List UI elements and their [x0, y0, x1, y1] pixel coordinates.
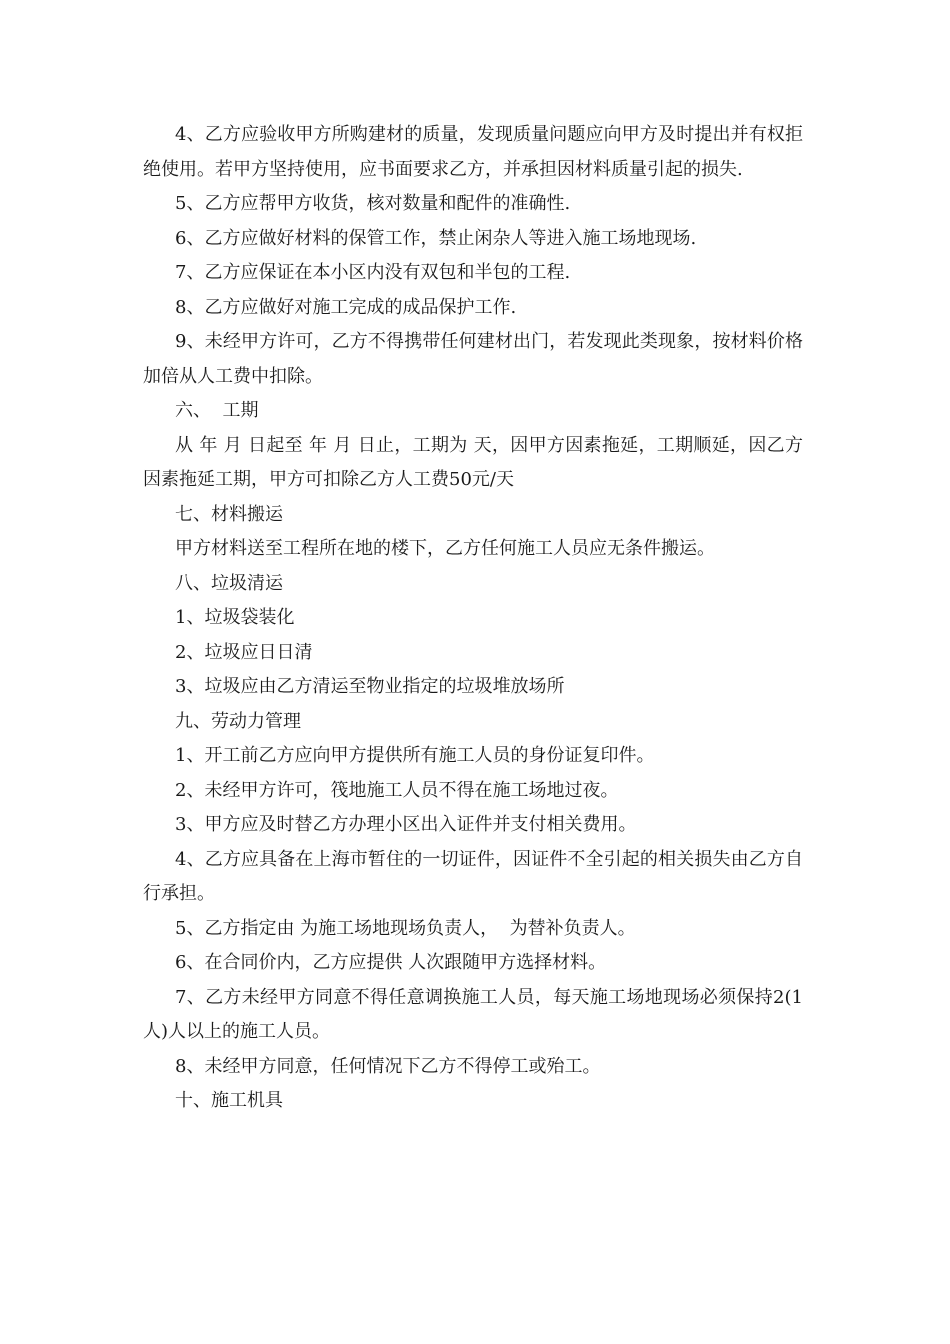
section-heading-material-handling: 七、材料搬运	[175, 503, 283, 525]
clause-6-material-storage: 6、乙方应做好材料的保管工作，禁止闲杂人等进入施工场地现场.	[175, 227, 697, 249]
section-heading-schedule: 六、 工期	[175, 400, 259, 421]
material-handling-paragraph: 甲方材料送至工程所在地的楼下，乙方任何施工人员应无条件搬运。	[175, 538, 715, 559]
waste-item-2: 2、垃圾应日日清	[175, 641, 313, 663]
labor-item-5: 5、乙方指定由 为施工场地现场负责人， 为替补负责人。	[175, 917, 636, 939]
section-heading-waste-removal: 八、垃圾清运	[175, 572, 283, 594]
clause-7-no-subcontracting: 7、乙方应保证在本小区内没有双包和半包的工程.	[175, 262, 571, 283]
schedule-paragraph: 从 年 月 日起至 年 月 日止，工期为 天，因甲方因素拖延，工期顺延，因乙方因素拖延工期，甲方可扣除乙方人工费50元/天	[143, 434, 803, 490]
labor-item-7: 7、乙方未经甲方同意不得任意调换施工人员，每天施工场地现场必须保持2(1人)人以上的施工人员。	[143, 986, 803, 1042]
clause-4-material-inspection: 4、乙方应验收甲方所购建材的质量，发现质量问题应向甲方及时提出并有权拒绝使用。若甲方坚持使用，应书面要求乙方，并承担因材料质量引起的损失.	[143, 124, 803, 180]
clause-9-no-removal-of-materials: 9、未经甲方许可，乙方不得携带任何建材出门，若发现此类现象，按材料价格加倍从人工费中扣除。	[143, 331, 803, 387]
labor-item-2: 2、未经甲方许可，筏地施工人员不得在施工场地过夜。	[175, 779, 619, 801]
waste-item-1: 1、垃圾袋装化	[175, 607, 295, 628]
labor-item-3: 3、甲方应及时替乙方办理小区出入证件并支付相关费用。	[175, 814, 637, 835]
clause-8-finished-protection: 8、乙方应做好对施工完成的成品保护工作.	[175, 296, 517, 318]
clause-5-receiving-goods: 5、乙方应帮甲方收货，核对数量和配件的准确性.	[175, 193, 571, 214]
labor-item-8: 8、未经甲方同意，任何情况下乙方不得停工或殆工。	[175, 1055, 601, 1077]
labor-item-4: 4、乙方应具备在上海市暂住的一切证件，因证件不全引起的相关损失由乙方自行承担。	[143, 848, 803, 904]
section-heading-labor-management: 九、劳动力管理	[175, 710, 301, 732]
labor-item-6: 6、在合同价内，乙方应提供 人次跟随甲方选择材料。	[175, 952, 607, 973]
waste-item-3: 3、垃圾应由乙方清运至物业指定的垃圾堆放场所	[175, 676, 565, 697]
document-body	[143, 118, 803, 1119]
section-heading-construction-tools: 十、施工机具	[175, 1090, 283, 1111]
labor-item-1: 1、开工前乙方应向甲方提供所有施工人员的身份证复印件。	[175, 745, 655, 766]
